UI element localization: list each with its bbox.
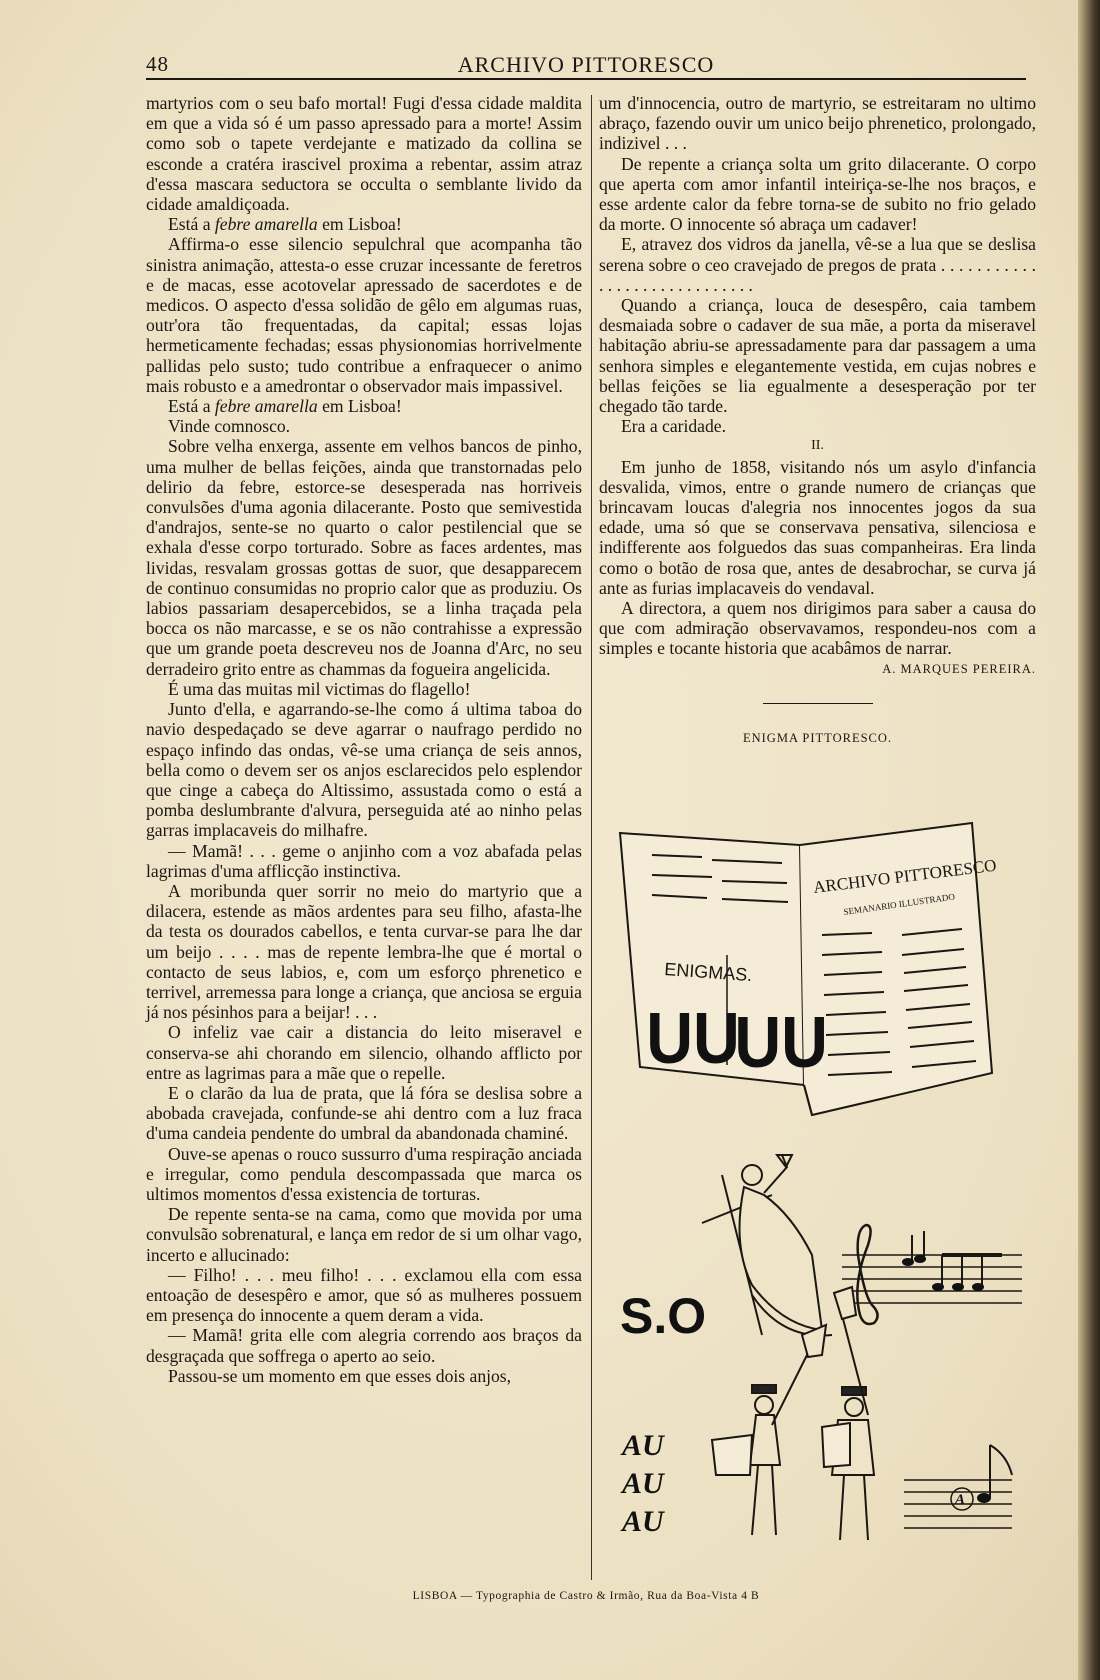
paragraph: Junto d'ella, e agarrando-se-lhe como á ultima taboa do navio despedaçado se deve agarrar o naufrago perdido no espaço infindo das ondas, vê-se uma criança de seis annos, bella como o devem ser os anjos esclarecidos pelo esplendor que cinge a cabeça do Altissimo, assustada como o está a pomba deslumbrante d'alvura, perseguida até ao ninho pelas garras implacaveis do milhafre. (146, 699, 582, 841)
paragraph: — Mamã! grita elle com alegria correndo aos braços da desgraçada que soffrega o aperto ao seio. (146, 1325, 582, 1366)
paragraph: Quando a criança, louca de desespêro, caia tambem desmaiada sobre o cadaver de sua mãe, a porta da miseravel habitação abriu-se apressadamente para dar passagem a uma senhora simples e elegantemente vestida, em cujas nobres e bellas feições se lia egualmente a desesperação por ter chegado tão tarde. (599, 295, 1036, 417)
paragraph: Está a febre amarella em Lisboa! (168, 396, 402, 417)
newspaper-masthead: ARCHIVO PITTORESCO (812, 855, 998, 897)
music-note-head (977, 1493, 991, 1503)
big-letters-left: UU (646, 997, 740, 1079)
paragraph: De repente senta-se na cama, como que movida por uma convulsão sobrenatural, e lança em redor de si um olhar vago, incerto e allucinado: (146, 1204, 582, 1265)
section-number: II. (811, 438, 824, 454)
paragraph: A moribunda quer sorrir no meio do martyrio que a dilacera, estende as mãos ardentes para seu filho, afasta-lhe da testa os dourados cabellos, e tenta curvar-se para lhe dar um beijo . . . . mas de repente lembra-lhe que é mortal o contacto de seus labios, e, com um esforço phrenetico e terrivel, arremessa para longe a criança, que anciosa se erguia já nos pésinhos para a beijar! . . . (146, 880, 582, 1023)
running-head-title: ARCHIVO PITTORESCO (457, 52, 715, 77)
big-letters-right: UU (734, 1001, 828, 1083)
paragraph: O infeliz vae cair a distancia do leito miseravel e conserva-se ahi chorando em silencio, olhando afflicto por entre as lagrimas para a mãe que o repelle. (146, 1022, 582, 1083)
page-header (146, 50, 1026, 80)
men-with-shovels-drawing (712, 1287, 874, 1540)
paragraph: Passou-se um momento em que esses dois anjos, (168, 1365, 512, 1386)
paragraph: É uma das muitas mil victimas do flagello! (168, 678, 471, 699)
so-text: S.O (620, 1288, 707, 1344)
paragraph: Sobre velha enxerga, assente em velhos bancos de pinho, uma mulher de bellas feições, ainda que transtornadas pelo delirio da febre, estorce-se desesperada nas horriveis convulsões d'uma agonia dilacerante. Posto que semivestida d'andrajos, sente-se no quarto o calor pestilencial que se exhala d'esse corpo torturado. Sobre as faces ardentes, mas lividas, resvalam grossas gottas de suor, que desapparecem de continuo consumidas no proprio calor que as produziu. Os labios passariam desapercebidos, se a linha traçada pela bocca os não marcasse, e se os não contrahisse a expressão que um grande poeta descreveu nos de Joanna d'Arc, no seu derradeiro grito entre as chammas da fogueira angelicida. (146, 436, 582, 679)
newspaper-subtitle: SEMANARIO ILLUSTRADO (842, 891, 956, 917)
page-number: 48 (146, 52, 169, 76)
paragraph: Era a caridade. (621, 416, 726, 437)
paragraph: Affirma-o esse silencio sepulchral que acompanha tão sinistra animação, attesta-o esse cruzar incessante de feretros e de macas, esse acotovelar apressado de sacerdotes e de medicos. O aspecto d'essa solidão de gêlo em algumas ruas, outr'ora tão frequentadas, da capital; essas lojas hermeticamente fechadas; essas physionomias horrivelmente pallidas pelo susto; tudo contribue a enfraquecer o animo mais robusto e a amedrontar o observador mais impassivel. (146, 234, 582, 396)
au-line-1: AU (622, 1429, 664, 1462)
paragraph: Está a febre amarella em Lisboa! (168, 214, 402, 235)
au-line-2: AU (622, 1467, 664, 1500)
paragraph: E, atravez dos vidros da janella, vê-se a lua que se deslisa serena sobre o ceo cravejado de pregos de prata . . . . . . . . . . . . . . . . . . . . . . . . . . . . . (599, 234, 1036, 295)
paragraph: — Mamã! . . . geme o anjinho com a voz abafada pelas lagrimas d'uma afflicção instinctiva. (146, 840, 582, 881)
paragraph: Em junho de 1858, visitando nós um asylo d'infancia desvalida, vimos, entre o grande numero de crianças que brincavam loucas d'alegria nos innocentes jogos da sua edade, uma só que se conservava pensativa, silenciosa e indifferente aos folguedos das suas companheiras. Era linda como o botão de rosa que, antes de desabrochar, se curva já ante as furias implacaveis do vendaval. (599, 456, 1036, 598)
au-line-3: AU (622, 1505, 664, 1538)
enigmas-label: ENIGMAS. (663, 959, 753, 986)
page-edge-shadow (1078, 0, 1100, 1680)
paragraph: Vinde comnosco. (168, 416, 291, 437)
paragraph: A directora, a quem nos dirigimos para saber a causa do que com admiração observavamos, respondeu-nos com a simples e tocante historia que acabâmos de narrar. (599, 598, 1036, 659)
header-rule (146, 78, 1026, 80)
music-staff-drawing-2 (904, 1445, 1012, 1528)
section-rule (763, 703, 873, 704)
paragraph: — Filho! . . . meu filho! . . . exclamou ella com essa entoação de desespêro e amor, que só as mulheres possuem em presença do innocente a quem deram a vida. (146, 1264, 582, 1326)
paragraph: um d'innocencia, outro de martyrio, se estreitaram no ultimo abraço, fazendo ouvir um unico beijo phrenetico, prolongado, indizivel . . . (599, 93, 1036, 154)
music-staff-drawing (842, 1225, 1022, 1324)
right-column (599, 93, 1036, 748)
author-signature: A. MARQUES PEREIRA. (882, 661, 1036, 676)
page-footer-imprint: LISBOA — Typographia de Castro & Irmão, Rua da Boa-Vista 4 B (412, 1590, 760, 1602)
left-column (146, 93, 582, 1386)
paragraph: martyrios com o seu bafo mortal! Fugi d'essa cidade maldita em que a vida só é um passo apressado para a morte! Assim como sob o tapete verdejante e matizado da collina se esconde a cratéra irascivel proxima a rebentar, assim atraz d'essa mascara seductora se occulta o semblante livido da cidade amaldiçoada. (146, 93, 582, 215)
paragraph: Ouve-se apenas o rouco sussurro d'uma respiração anciada e irregular, como pendula descompassada que marca os ultimos momentos d'essa existencia de torturas. (146, 1143, 582, 1204)
note-letter: A (955, 1492, 966, 1508)
column-divider (591, 95, 592, 1580)
woman-with-cross-drawing (702, 1155, 832, 1336)
paragraph: De repente a criança solta um grito dilacerante. O corpo que aperta com amor infantil inteiriça-se-lhe nos braços, e esse ardente calor da febre torna-se de subito no frio gelado da morte. O innocente só abraça um cadaver! (599, 153, 1036, 235)
paragraph: E o clarão da lua de prata, que lá fóra se deslisa sobre a abobada cravejada, confunde-se ahi dentro com a luz fraca d'uma candeia pendente do umbral da abandonada chaminé. (146, 1082, 582, 1144)
enigma-illustration (612, 815, 1032, 1570)
enigma-title: ENIGMA PITTORESCO. (742, 730, 893, 745)
